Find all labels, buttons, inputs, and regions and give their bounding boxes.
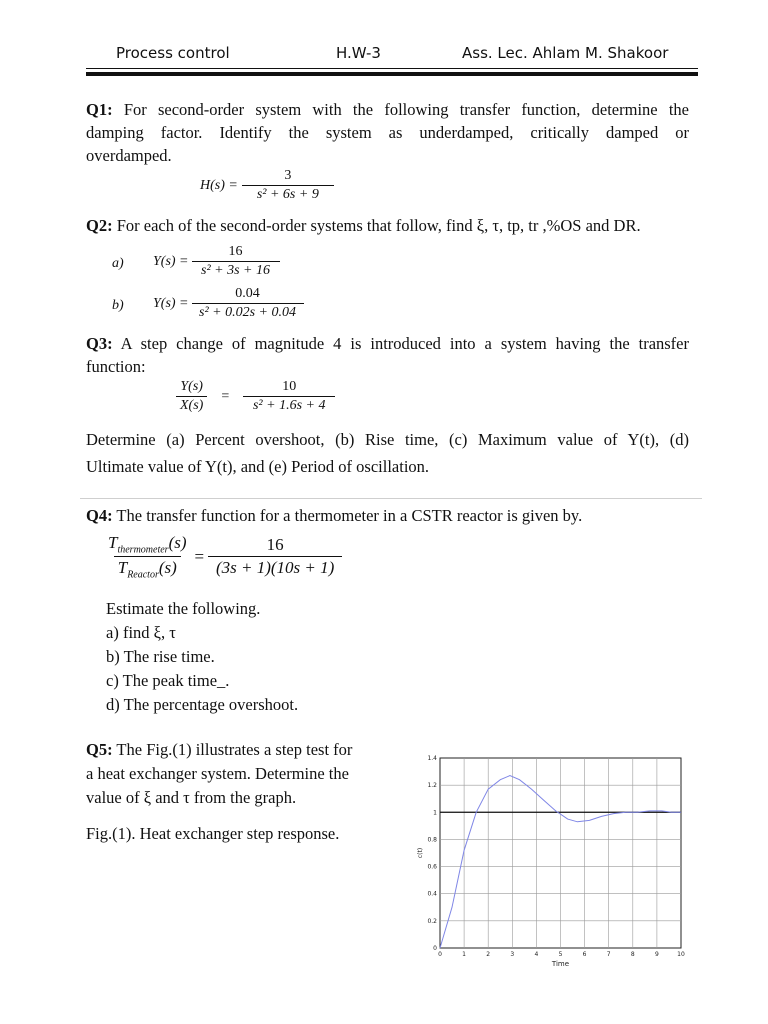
chart-xtick-label: 6 bbox=[582, 951, 587, 958]
q3-numerator: 10 bbox=[282, 379, 297, 394]
q1-denominator: s² + 6s + 9 bbox=[242, 185, 334, 203]
q2-b-equation bbox=[153, 286, 304, 321]
chart-xtick-label: 2 bbox=[486, 951, 491, 958]
chart-ytick-label: 0.2 bbox=[427, 917, 437, 925]
q4-text: The transfer function for a thermometer in a CSTR reactor is given by. bbox=[116, 506, 583, 525]
chart-ytick-label: 1 bbox=[433, 809, 437, 817]
header-instructor: Ass. Lec. Ahlam M. Shakoor bbox=[462, 44, 669, 62]
chart-xtick-label: 5 bbox=[558, 951, 563, 958]
chart-ytick-label: 0.8 bbox=[427, 836, 437, 844]
q5-label: Q5: bbox=[86, 740, 113, 759]
q3-lhs-numerator: Y(s) bbox=[180, 379, 203, 394]
q4-item-a: a) find ξ, τ bbox=[106, 623, 176, 642]
q4-item-b: b) The rise time. bbox=[106, 647, 215, 666]
chart-xtick-label: 4 bbox=[534, 951, 539, 958]
chart-xtick-label: 9 bbox=[654, 951, 659, 958]
q2-label: Q2: bbox=[86, 216, 113, 235]
q5-block bbox=[86, 738, 396, 846]
q2-b-denominator: s² + 0.02s + 0.04 bbox=[192, 303, 304, 321]
q2-a-equation bbox=[153, 244, 280, 279]
q4-label: Q4: bbox=[86, 506, 113, 525]
q3-equation bbox=[176, 379, 335, 414]
q1-label: Q1: bbox=[86, 100, 113, 119]
chart-ylabel: c(t) bbox=[417, 847, 424, 859]
q4-lhs-num-main: T bbox=[108, 533, 118, 552]
q3-text-line4: Ultimate value of Y(t), and (e) Period of oscillation. bbox=[86, 457, 430, 476]
q2-a-denominator: s² + 3s + 16 bbox=[192, 261, 280, 279]
q2-a-lhs: Y(s) = bbox=[153, 253, 189, 269]
q4-estimate-list bbox=[106, 597, 298, 717]
chart-xtick-label: 3 bbox=[510, 951, 515, 958]
q1-lhs: H(s) = bbox=[200, 177, 238, 193]
q2-a-numerator: 16 bbox=[228, 244, 243, 259]
q4-lhs-num-sub: thermometer bbox=[117, 544, 169, 556]
header-hw: H.W-3 bbox=[336, 44, 381, 62]
chart-xtick-label: 1 bbox=[462, 951, 467, 958]
q4-lhs-den-main: T bbox=[117, 558, 128, 578]
q3-text-line2: function: bbox=[86, 357, 146, 376]
header-rule-thin bbox=[86, 68, 698, 69]
q4-equation bbox=[104, 533, 342, 581]
q3-equals: = bbox=[221, 388, 230, 404]
q2-a-label: a) bbox=[112, 256, 124, 271]
q5-text-line3: value of ξ and τ from the graph. bbox=[86, 788, 297, 807]
q2-block bbox=[86, 214, 696, 237]
q1-text-line2: damping factor. Identify the system as underdamped, critically damped or bbox=[86, 123, 689, 142]
q3-label: Q3: bbox=[86, 334, 113, 353]
q4-equals: = bbox=[194, 546, 205, 566]
q3-text-line3: Determine (a) Percent overshoot, (b) Rise time, (c) Maximum value of Y(t), (d) bbox=[86, 430, 689, 449]
q4-item-d: d) The percentage overshoot. bbox=[106, 695, 299, 714]
q4-lhs-den-sub: Reactor bbox=[127, 569, 159, 581]
q5-caption: Fig.(1). Heat exchanger step response. bbox=[86, 824, 340, 843]
chart-xtick-label: 10 bbox=[677, 951, 685, 958]
q3-denominator: s² + 1.6s + 4 bbox=[243, 396, 335, 414]
q2-b-label: b) bbox=[112, 298, 124, 313]
chart-ytick-label: 0.6 bbox=[427, 863, 437, 871]
q1-text-line3: overdamped. bbox=[86, 146, 172, 165]
section-divider bbox=[80, 498, 702, 499]
chart-ytick-label: 0 bbox=[433, 945, 437, 952]
q3-lhs-denominator: X(s) bbox=[176, 396, 207, 414]
chart-xtick-label: 8 bbox=[630, 951, 635, 958]
chart-ytick-label: 1.2 bbox=[427, 782, 437, 790]
q4-block bbox=[86, 504, 696, 527]
q4-denominator: (3s + 1)(10s + 1) bbox=[208, 556, 342, 578]
q2-b-numerator: 0.04 bbox=[235, 286, 260, 301]
q1-block bbox=[86, 98, 689, 167]
chart-xtick-label: 0 bbox=[438, 951, 442, 958]
q4-lhs-num-arg: (s) bbox=[168, 533, 187, 552]
q4-item-c: c) The peak time_. bbox=[106, 671, 230, 690]
q5-text-line1: The Fig.(1) illustrates a step test for bbox=[116, 740, 353, 759]
chart-xlabel: Time bbox=[551, 960, 570, 968]
header-rule-thick bbox=[86, 72, 698, 76]
chart-ytick-label: 1.4 bbox=[427, 755, 437, 762]
q1-text-line1: For second-order system with the following transfer function, determine the bbox=[123, 100, 689, 119]
q5-text-line2: a heat exchanger system. Determine the bbox=[86, 764, 349, 783]
step-response-chart bbox=[400, 748, 700, 980]
q3-text-line1: A step change of magnitude 4 is introduced into a system having the transfer bbox=[120, 334, 689, 353]
q3-block-top bbox=[86, 332, 689, 378]
q4-estimate: Estimate the following. bbox=[106, 599, 261, 618]
q3-block-bottom bbox=[86, 426, 689, 480]
q1-numerator: 3 bbox=[284, 168, 292, 183]
q1-equation bbox=[200, 168, 334, 203]
q2-text: For each of the second-order systems that follow, find ξ, τ, tp, tr ,%OS and DR. bbox=[116, 216, 641, 235]
q4-numerator: 16 bbox=[266, 535, 284, 555]
chart-ytick-label: 0.4 bbox=[427, 890, 437, 898]
q2-b-lhs: Y(s) = bbox=[153, 295, 189, 311]
chart-xtick-label: 7 bbox=[606, 951, 611, 958]
q4-lhs-den-arg: (s) bbox=[158, 558, 177, 578]
header-course: Process control bbox=[116, 44, 230, 62]
